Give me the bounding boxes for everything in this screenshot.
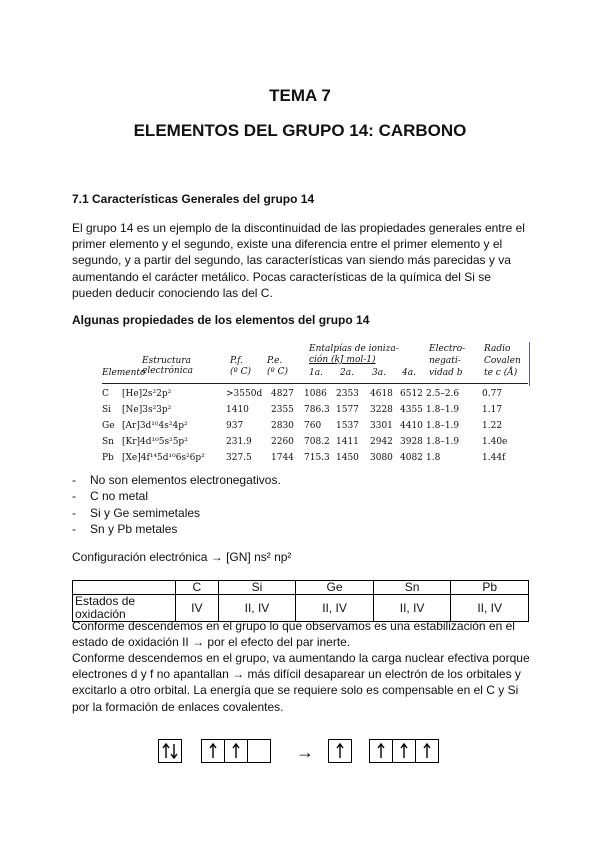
cell-r: 1.40e xyxy=(482,437,508,447)
intro-paragraph: El grupo 14 es un ejemplo de la discontinuidad de las propiedades generales entre el primer elemento y el segundo, existe una diferencia entre el primer elemento y el segundo, y a partir del segundo, las características van siendo más parecidas y va aumentando el carácter metálico. Pocas características de la química del Si se pueden deducir conociendo las del C. xyxy=(72,221,525,300)
cell-i3: 3301 xyxy=(370,421,393,431)
header-ion-3: 3a. xyxy=(372,368,386,378)
header-electroneg-1: Electro- xyxy=(429,344,466,354)
table-row xyxy=(100,405,530,420)
cell-en: 2.5–2.6 xyxy=(426,389,460,399)
cell-i2: 2353 xyxy=(336,389,359,399)
cell-pf: 231.9 xyxy=(226,437,252,447)
cell-i3: 3080 xyxy=(370,453,393,463)
orbital-box xyxy=(159,740,181,762)
cell-conf: [Kr]4d¹⁰5s²5p² xyxy=(122,437,188,447)
cell-i1: 786.3 xyxy=(304,405,330,415)
header-radio-1: Radio xyxy=(484,344,511,354)
cell-en: 1.8 xyxy=(426,453,441,463)
header-pf-2: (º C) xyxy=(230,367,252,377)
arrow-up-icon xyxy=(209,743,217,759)
header-pe-2: (º C) xyxy=(267,367,289,377)
cell-i1: 715.3 xyxy=(304,453,330,463)
element-cell: Pb xyxy=(451,581,529,595)
electron-configuration-line: Configuración electrónica → [GN] ns² np² xyxy=(72,550,292,564)
element-cell: Si xyxy=(218,581,296,595)
orbital-box xyxy=(225,740,248,762)
orbital-box xyxy=(202,740,225,762)
bullet-item: - Sn y Pb metales xyxy=(72,521,281,537)
orbital-p-ground xyxy=(201,739,271,763)
orbital-box xyxy=(416,740,438,762)
cell-pf: 327.5 xyxy=(226,453,252,463)
cell-pe: 1744 xyxy=(271,453,294,463)
scan-edge-line xyxy=(529,342,530,386)
cell-conf: [Ne]3s²3p² xyxy=(122,405,172,415)
arrow-up-icon xyxy=(336,743,344,759)
paragraph-nuclear-charge: Conforme descendemos en el grupo, va aumentando la carga nuclear efectiva porque electrones d y f no apantallan → más difícil desaparear un electrón de los orbitales y excitarlo a otro orbital. La energía que se requiere solo es compensable en el C y Si por la formación de enlaces covalentes. xyxy=(72,651,530,714)
cell-i3: 4618 xyxy=(370,389,393,399)
arrow-up-icon xyxy=(232,743,240,759)
cell-i1: 760 xyxy=(304,421,322,431)
properties-heading: Algunas propiedades de los elementos del grupo 14 xyxy=(72,313,370,327)
properties-table xyxy=(100,339,531,474)
page-title: TEMA 7 xyxy=(269,86,331,105)
header-radio-3: te c (Å) xyxy=(484,368,518,378)
cell-r: 1.22 xyxy=(482,421,503,431)
cell-pe: 2830 xyxy=(271,421,294,431)
header-radio-2: Covalen xyxy=(484,356,521,366)
cell-el: Si xyxy=(102,405,112,415)
oxidation-state-cell: II, IV xyxy=(451,595,529,622)
header-elemento: Elemento xyxy=(102,368,146,378)
section-heading: 7.1 Características Generales del grupo 14 xyxy=(72,192,315,206)
orbital-s-ground xyxy=(158,739,182,763)
table-row xyxy=(100,453,530,468)
cell-el: C xyxy=(102,389,109,399)
cell-el: Ge xyxy=(102,421,115,431)
table-row xyxy=(100,389,530,404)
bullet-item: - Si y Ge semimetales xyxy=(72,505,281,521)
cell-pe: 2355 xyxy=(271,405,294,415)
cell-r: 1.44f xyxy=(482,453,506,463)
table-row xyxy=(100,437,530,452)
transition-arrow: → xyxy=(296,742,314,762)
cell-pe: 4827 xyxy=(271,389,294,399)
arrow-up-icon xyxy=(423,743,431,759)
header-entalpias-2: ción (kJ mol-1) xyxy=(309,355,376,365)
element-cell: C xyxy=(176,581,219,595)
arrow-down-icon xyxy=(170,743,178,759)
cell-conf: [He]2s²2p² xyxy=(122,389,172,399)
cell-i2: 1537 xyxy=(336,421,359,431)
header-estructura-2: electrónica xyxy=(142,366,193,376)
cell-i1: 708.2 xyxy=(304,437,330,447)
cell-conf: [Xe]4f¹⁴5d¹⁰6s²6p² xyxy=(122,453,205,463)
cell-el: Pb xyxy=(102,453,114,463)
cell-i4: 4082 xyxy=(400,453,423,463)
cell-el: Sn xyxy=(102,437,114,447)
header-rule xyxy=(102,383,528,384)
cell-i2: 1450 xyxy=(336,453,359,463)
oxidation-state-cell: II, IV xyxy=(373,595,451,622)
cell-i4: 3928 xyxy=(400,437,423,447)
element-cell: Ge xyxy=(296,581,374,595)
header-pf-1: P.f. xyxy=(230,356,243,366)
arrow-up-icon xyxy=(377,743,385,759)
bullet-item: - No son elementos electronegativos. xyxy=(72,472,281,488)
cell-pf: 1410 xyxy=(226,405,249,415)
cell-i2: 1577 xyxy=(336,405,359,415)
cell-i1: 1086 xyxy=(304,389,327,399)
cell-i2: 1411 xyxy=(336,437,359,447)
cell-i3: 2942 xyxy=(370,437,393,447)
cell-en: 1.8–1.9 xyxy=(426,437,460,447)
cell-conf: [Ar]3d¹⁰4s²4p² xyxy=(122,421,188,431)
bullet-item: - C no metal xyxy=(72,488,281,504)
oxidation-states-table xyxy=(72,580,529,622)
orbital-box xyxy=(248,740,270,762)
cell-en: 1.8–1.9 xyxy=(426,405,460,415)
cell-r: 1.17 xyxy=(482,405,503,415)
cell-i3: 3228 xyxy=(370,405,393,415)
oxidation-row-label: Estados de oxidación xyxy=(73,595,176,622)
header-electroneg-2: negati- xyxy=(429,356,461,366)
header-electroneg-3: vidad b xyxy=(429,368,463,378)
header-ion-2: 2a. xyxy=(340,368,354,378)
cell-i4: 4410 xyxy=(400,421,423,431)
table-row xyxy=(100,421,530,436)
header-entalpias-1: Entalpías de ioniza- xyxy=(309,344,399,354)
orbital-box xyxy=(370,740,393,762)
page-subtitle: ELEMENTOS DEL GRUPO 14: CARBONO xyxy=(133,121,467,140)
orbital-s-excited xyxy=(328,739,352,763)
oxidation-header-row xyxy=(73,581,529,595)
header-estructura-1: Estructura xyxy=(142,356,192,366)
paragraph-inert-pair: Conforme descendemos en el grupo lo que observamos es una estabilización en el estado de oxidación II → por el efecto del par inerte. xyxy=(72,619,515,650)
arrow-up-icon xyxy=(400,743,408,759)
cell-en: 1.8–1.9 xyxy=(426,421,460,431)
orbital-p-excited xyxy=(369,739,439,763)
cell-r: 0.77 xyxy=(482,389,503,399)
oxidation-state-cell: II, IV xyxy=(218,595,296,622)
cell-i4: 6512 xyxy=(400,389,423,399)
element-cell: Sn xyxy=(373,581,451,595)
oxidation-state-cell: IV xyxy=(176,595,219,622)
orbital-box xyxy=(393,740,416,762)
oxidation-corner-cell xyxy=(73,581,176,595)
oxidation-state-cell: II, IV xyxy=(296,595,374,622)
header-ion-1: 1a. xyxy=(309,368,323,378)
arrow-up-icon xyxy=(162,743,170,759)
cell-pe: 2260 xyxy=(271,437,294,447)
header-pe-1: P.e. xyxy=(267,356,283,366)
cell-pf: 937 xyxy=(226,421,244,431)
cell-i4: 4355 xyxy=(400,405,423,415)
cell-pf: >3550d xyxy=(226,389,263,399)
bullet-list xyxy=(72,472,281,538)
orbital-box xyxy=(329,740,351,762)
header-ion-4: 4a. xyxy=(402,368,416,378)
